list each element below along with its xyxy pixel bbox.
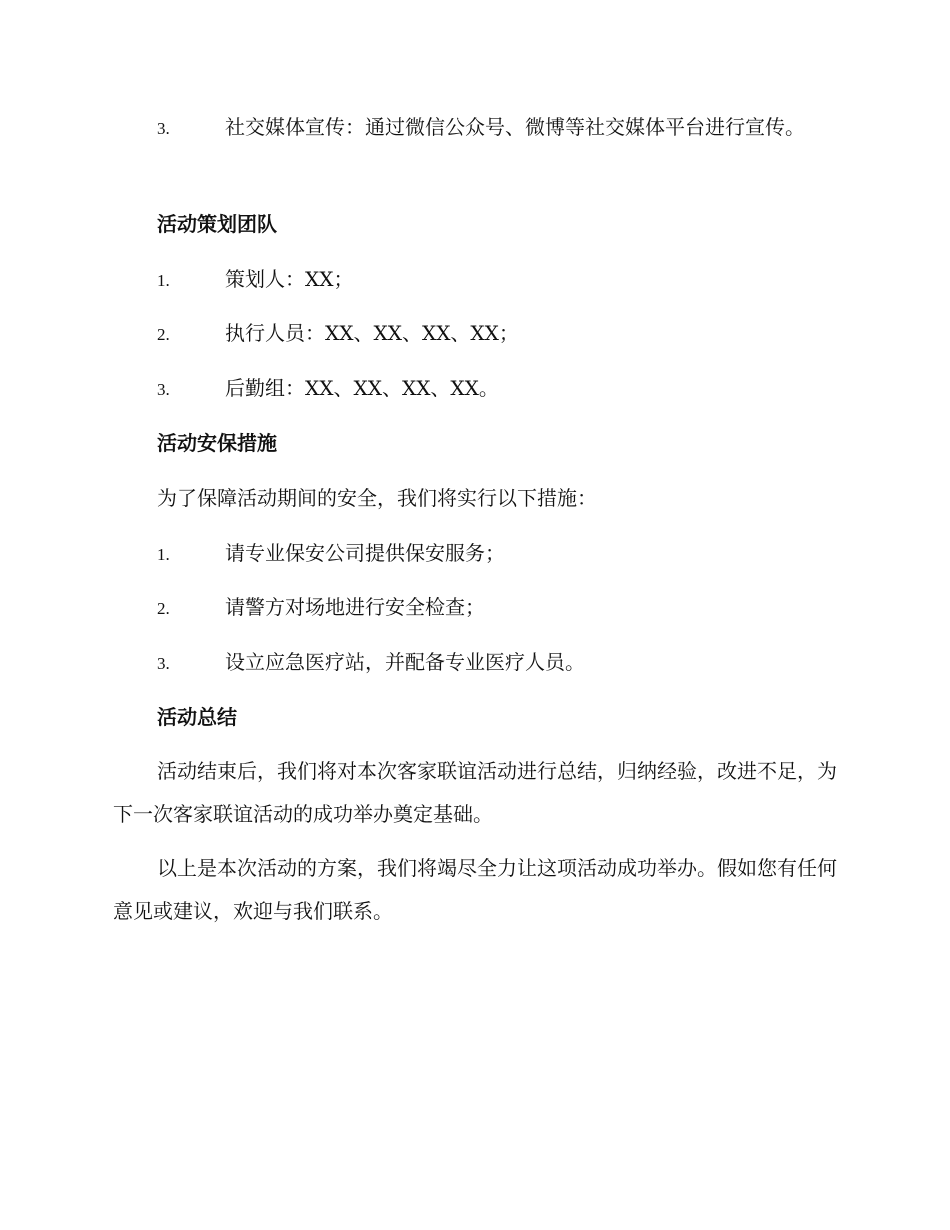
list-item bbox=[157, 367, 838, 411]
list-number: 2. bbox=[157, 325, 170, 344]
list-number: 3. bbox=[157, 119, 170, 138]
list-text: 请专业保安公司提供保安服务； bbox=[225, 541, 505, 565]
paragraph-security-intro: 为了保障活动期间的安全，我们将实行以下措施： bbox=[157, 486, 597, 510]
section-heading-summary: 活动总结 bbox=[157, 705, 237, 729]
list-text: 执行人员：XX、XX、XX、XX； bbox=[225, 321, 519, 345]
list-text: 后勤组：XX、XX、XX、XX。 bbox=[225, 376, 499, 400]
list-text: 请警方对场地进行安全检查； bbox=[225, 595, 485, 619]
list-item-social-media bbox=[113, 106, 838, 150]
list-number: 1. bbox=[157, 271, 170, 290]
list-item bbox=[157, 641, 838, 685]
list-item bbox=[157, 258, 838, 302]
list-text: 社交媒体宣传：通过微信公众号、微博等社交媒体平台进行宣传。 bbox=[225, 115, 805, 139]
paragraph-closing: 以上是本次活动的方案，我们将竭尽全力让这项活动成功举办。假如您有任何意见或建议，欢迎与我们联系。 bbox=[113, 856, 837, 923]
list-item bbox=[157, 532, 838, 576]
list-text: 设立应急医疗站，并配备专业医疗人员。 bbox=[225, 650, 585, 674]
list-number: 1. bbox=[157, 545, 170, 564]
section-heading-security: 活动安保措施 bbox=[157, 431, 277, 455]
list-number: 3. bbox=[157, 654, 170, 673]
paragraph-summary: 活动结束后，我们将对本次客家联谊活动进行总结，归纳经验，改进不足，为下一次客家联谊活动的成功举办奠定基础。 bbox=[113, 759, 837, 826]
list-number: 2. bbox=[157, 599, 170, 618]
list-item bbox=[157, 586, 838, 630]
list-item bbox=[157, 312, 838, 356]
list-number: 3. bbox=[157, 380, 170, 399]
section-heading-team: 活动策划团队 bbox=[157, 212, 277, 236]
list-text: 策划人：XX； bbox=[225, 267, 354, 291]
